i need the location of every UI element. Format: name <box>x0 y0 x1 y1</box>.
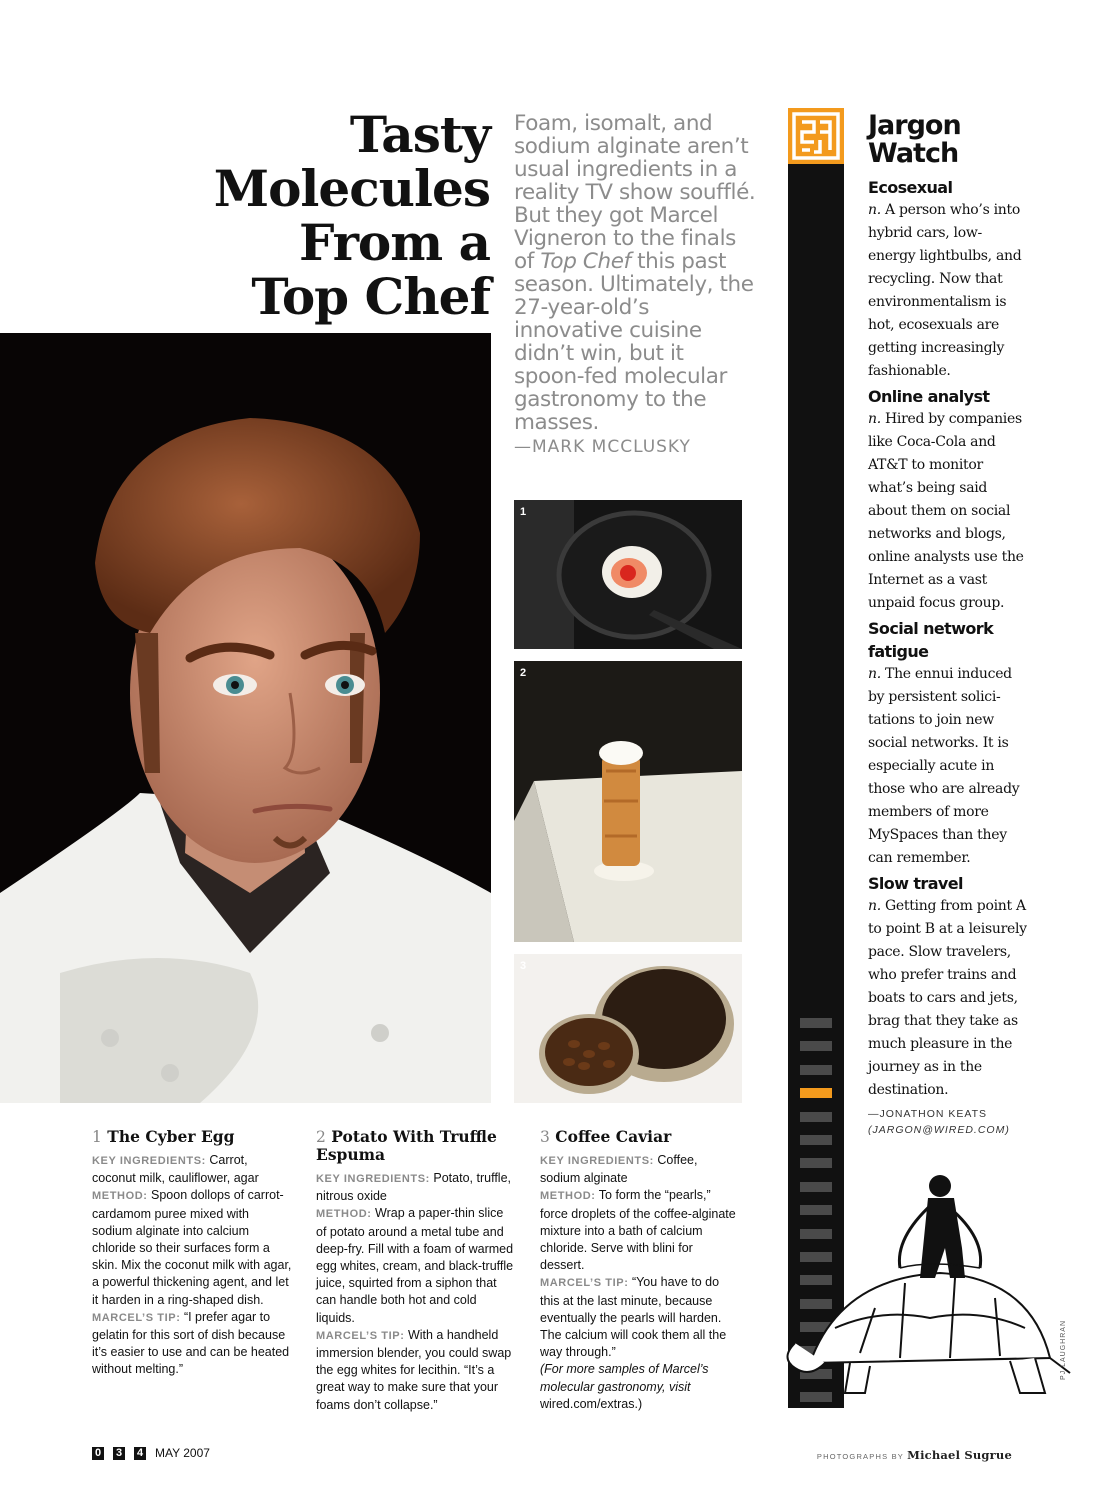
headline-line: From a <box>298 213 490 272</box>
term-definition <box>868 663 1028 870</box>
term-name: Online analyst <box>868 387 990 406</box>
jargon-term <box>868 872 1028 1102</box>
photo-credit <box>800 1448 1012 1462</box>
method-text: Spoon dollops of carrot-cardamom puree mixed with sodium alginate into calcium chloride so their surfaces form a skin. Mix the coconut milk with agar, a powerful thickening agent, and let it harden in a ring-shaped dish. <box>92 1188 292 1307</box>
headline-line: Tasty <box>349 105 490 164</box>
sidebar-tick <box>800 1018 832 1028</box>
definition-text: A person who’s into hybrid cars, low-energy lightbulbs, and recycling. Now that environmentalism is hot, ecosexuals are getting increasingly fashionable. <box>868 202 1022 379</box>
recipe-title-text: Potato With Truffle Espuma <box>316 1127 497 1164</box>
part-of-speech: n. <box>868 411 881 427</box>
tip-text: “I prefer agar to gelatin for this sort of dish because it’s easier to use and can be heated without melting.” <box>92 1309 290 1377</box>
tip-label: MARCEL’S TIP: <box>540 1277 629 1290</box>
jargon-title-line: Watch <box>868 138 959 169</box>
extras-link[interactable]: wired.com/extras.) <box>540 1396 643 1411</box>
jargon-term <box>868 176 1028 383</box>
cyber-egg-photo <box>514 500 742 649</box>
sidebar-tick <box>800 1065 832 1075</box>
term-definition <box>868 408 1028 615</box>
jargon-email-link[interactable]: (JARGON@WIRED.COM) <box>868 1124 1010 1136</box>
sidebar-tick <box>800 1135 832 1145</box>
recipe-potato-truffle-espuma <box>316 1128 516 1414</box>
definition-text: The ennui induced by persistent solicitations to join new social networks. It is especially acute in those who are already members of more MySpaces than they can remember. <box>868 666 1020 866</box>
headline-line: Molecules <box>213 159 490 218</box>
term-name: Slow travel <box>868 874 963 893</box>
dek-text-after: this past season. Ultimately, the 27-year-old’s innovative cuisine didn’t win, but it spoon-fed molecular gastronomy to the masses. <box>514 249 754 435</box>
photo-number: 3 <box>520 960 527 972</box>
ingredients-text: Potato, truffle, nitrous oxide <box>316 1171 511 1204</box>
jargon-watch <box>868 112 1028 1138</box>
method-text: Wrap a paper-thin slice of potato around a metal tube and deep-fry. Fill with a foam of warmed egg whites, cream, and black-truffle juice, squirted from a siphon that can handle both hot and cold liquids. <box>316 1206 514 1325</box>
recipe-title <box>92 1128 292 1146</box>
jargon-title-line: Jargon <box>868 110 961 141</box>
recipe-body <box>92 1152 292 1379</box>
ingredients-label: KEY INGREDIENTS: <box>92 1155 206 1167</box>
chef-portrait-photo <box>0 333 491 1103</box>
part-of-speech: n. <box>868 202 881 218</box>
headline-line: Top Chef <box>251 267 490 326</box>
term-definition <box>868 199 1028 383</box>
recipe-title-text: The Cyber Egg <box>107 1127 235 1146</box>
photographer-name: Michael Sugrue <box>907 1448 1012 1462</box>
illustration-credit: PJ LAUGHRAN <box>1060 1319 1067 1380</box>
photo-number: 1 <box>520 506 527 518</box>
method-label: METHOD: <box>92 1190 148 1203</box>
coffee-caviar-photo <box>514 954 742 1103</box>
sidebar-tick <box>800 1112 832 1122</box>
tip-text: With a handheld immersion blender, you could swap the egg whites for lecithin. “It’s a great way to make sure that your foams don’t collapse.” <box>316 1327 512 1412</box>
part-of-speech: n. <box>868 898 881 914</box>
sidebar-tick <box>800 1041 832 1051</box>
recipe-body <box>540 1152 740 1413</box>
page-digit: 4 <box>134 1447 146 1460</box>
jargon-term <box>868 617 1028 870</box>
dek-byline: —MARK MCCLUSKY <box>514 437 691 457</box>
photo-credit-label: PHOTOGRAPHS BY <box>816 1452 904 1461</box>
term-name: Social network fatigue <box>868 619 994 661</box>
issue-date: MAY 2007 <box>155 1446 210 1460</box>
dek-text-before: Foam, isomalt, and sodium alginate aren’t usual ingredients in a reality TV show soufflé. But they got Marcel Vigneron to the finals of <box>514 111 756 274</box>
page-folio <box>92 1446 210 1460</box>
sidebar-tick <box>800 1088 832 1098</box>
dek <box>514 112 759 459</box>
extra-note: (For more samples of Marcel’s molecular gastronomy, visit <box>540 1362 709 1394</box>
method-label: METHOD: <box>540 1190 596 1203</box>
jargon-term <box>868 385 1028 615</box>
jargon-byline <box>868 1106 1028 1138</box>
ingredients-text: Coffee, sodium alginate <box>540 1153 698 1186</box>
photo-number: 2 <box>520 667 527 679</box>
jargon-author: —JONATHON KEATS <box>868 1108 988 1120</box>
method-label: METHOD: <box>316 1208 372 1221</box>
method-text: To form the “pearls,” force droplets of the coffee-alginate mixture into a bath of calcium chloride. Serve with blini for dessert. <box>540 1188 736 1273</box>
dek-show-title: Top Chef <box>540 249 631 274</box>
recipe-coffee-caviar <box>540 1128 740 1413</box>
recipe-title <box>316 1128 516 1164</box>
jargon-watch-logo <box>788 108 844 164</box>
recipe-title-text: Coffee Caviar <box>555 1127 672 1146</box>
recipe-cyber-egg <box>92 1128 292 1379</box>
part-of-speech: n. <box>868 666 881 682</box>
ingredients-label: KEY INGREDIENTS: <box>316 1173 430 1185</box>
recipe-body <box>316 1170 516 1414</box>
tip-label: MARCEL’S TIP: <box>92 1311 181 1324</box>
term-name: Ecosexual <box>868 178 953 197</box>
tip-label: MARCEL’S TIP: <box>316 1329 405 1342</box>
ingredients-label: KEY INGREDIENTS: <box>540 1155 654 1167</box>
recipe-title <box>540 1128 740 1146</box>
ingredients-text: Carrot, coconut milk, cauliflower, agar <box>92 1153 259 1186</box>
tortoise-rider-illustration <box>780 1168 1080 1413</box>
page-digit: 0 <box>92 1447 104 1460</box>
potato-espuma-photo <box>514 661 742 942</box>
sidebar-tick <box>800 1158 832 1168</box>
recipe-number: 1 <box>92 1128 102 1146</box>
page-digit: 3 <box>113 1447 125 1460</box>
recipe-number: 3 <box>540 1128 550 1146</box>
definition-text: Getting from point A to point B at a leisurely pace. Slow travelers, who prefer trains and boats to cars and jets, brag that they take as much pleasure in the journey as in the destination. <box>868 898 1027 1098</box>
definition-text: Hired by companies like Coca-Cola and AT&T to monitor what’s being said about them on social networks and blogs, online analysts use the Internet as a vast unpaid focus group. <box>868 411 1024 611</box>
headline <box>150 105 490 326</box>
term-definition <box>868 895 1028 1102</box>
jargon-watch-title <box>868 112 1028 168</box>
recipe-number: 2 <box>316 1128 326 1146</box>
tip-text: “You have to do this at the last minute, because eventually the pearls will harden. The calcium will cook them all the way through.” <box>540 1275 727 1360</box>
